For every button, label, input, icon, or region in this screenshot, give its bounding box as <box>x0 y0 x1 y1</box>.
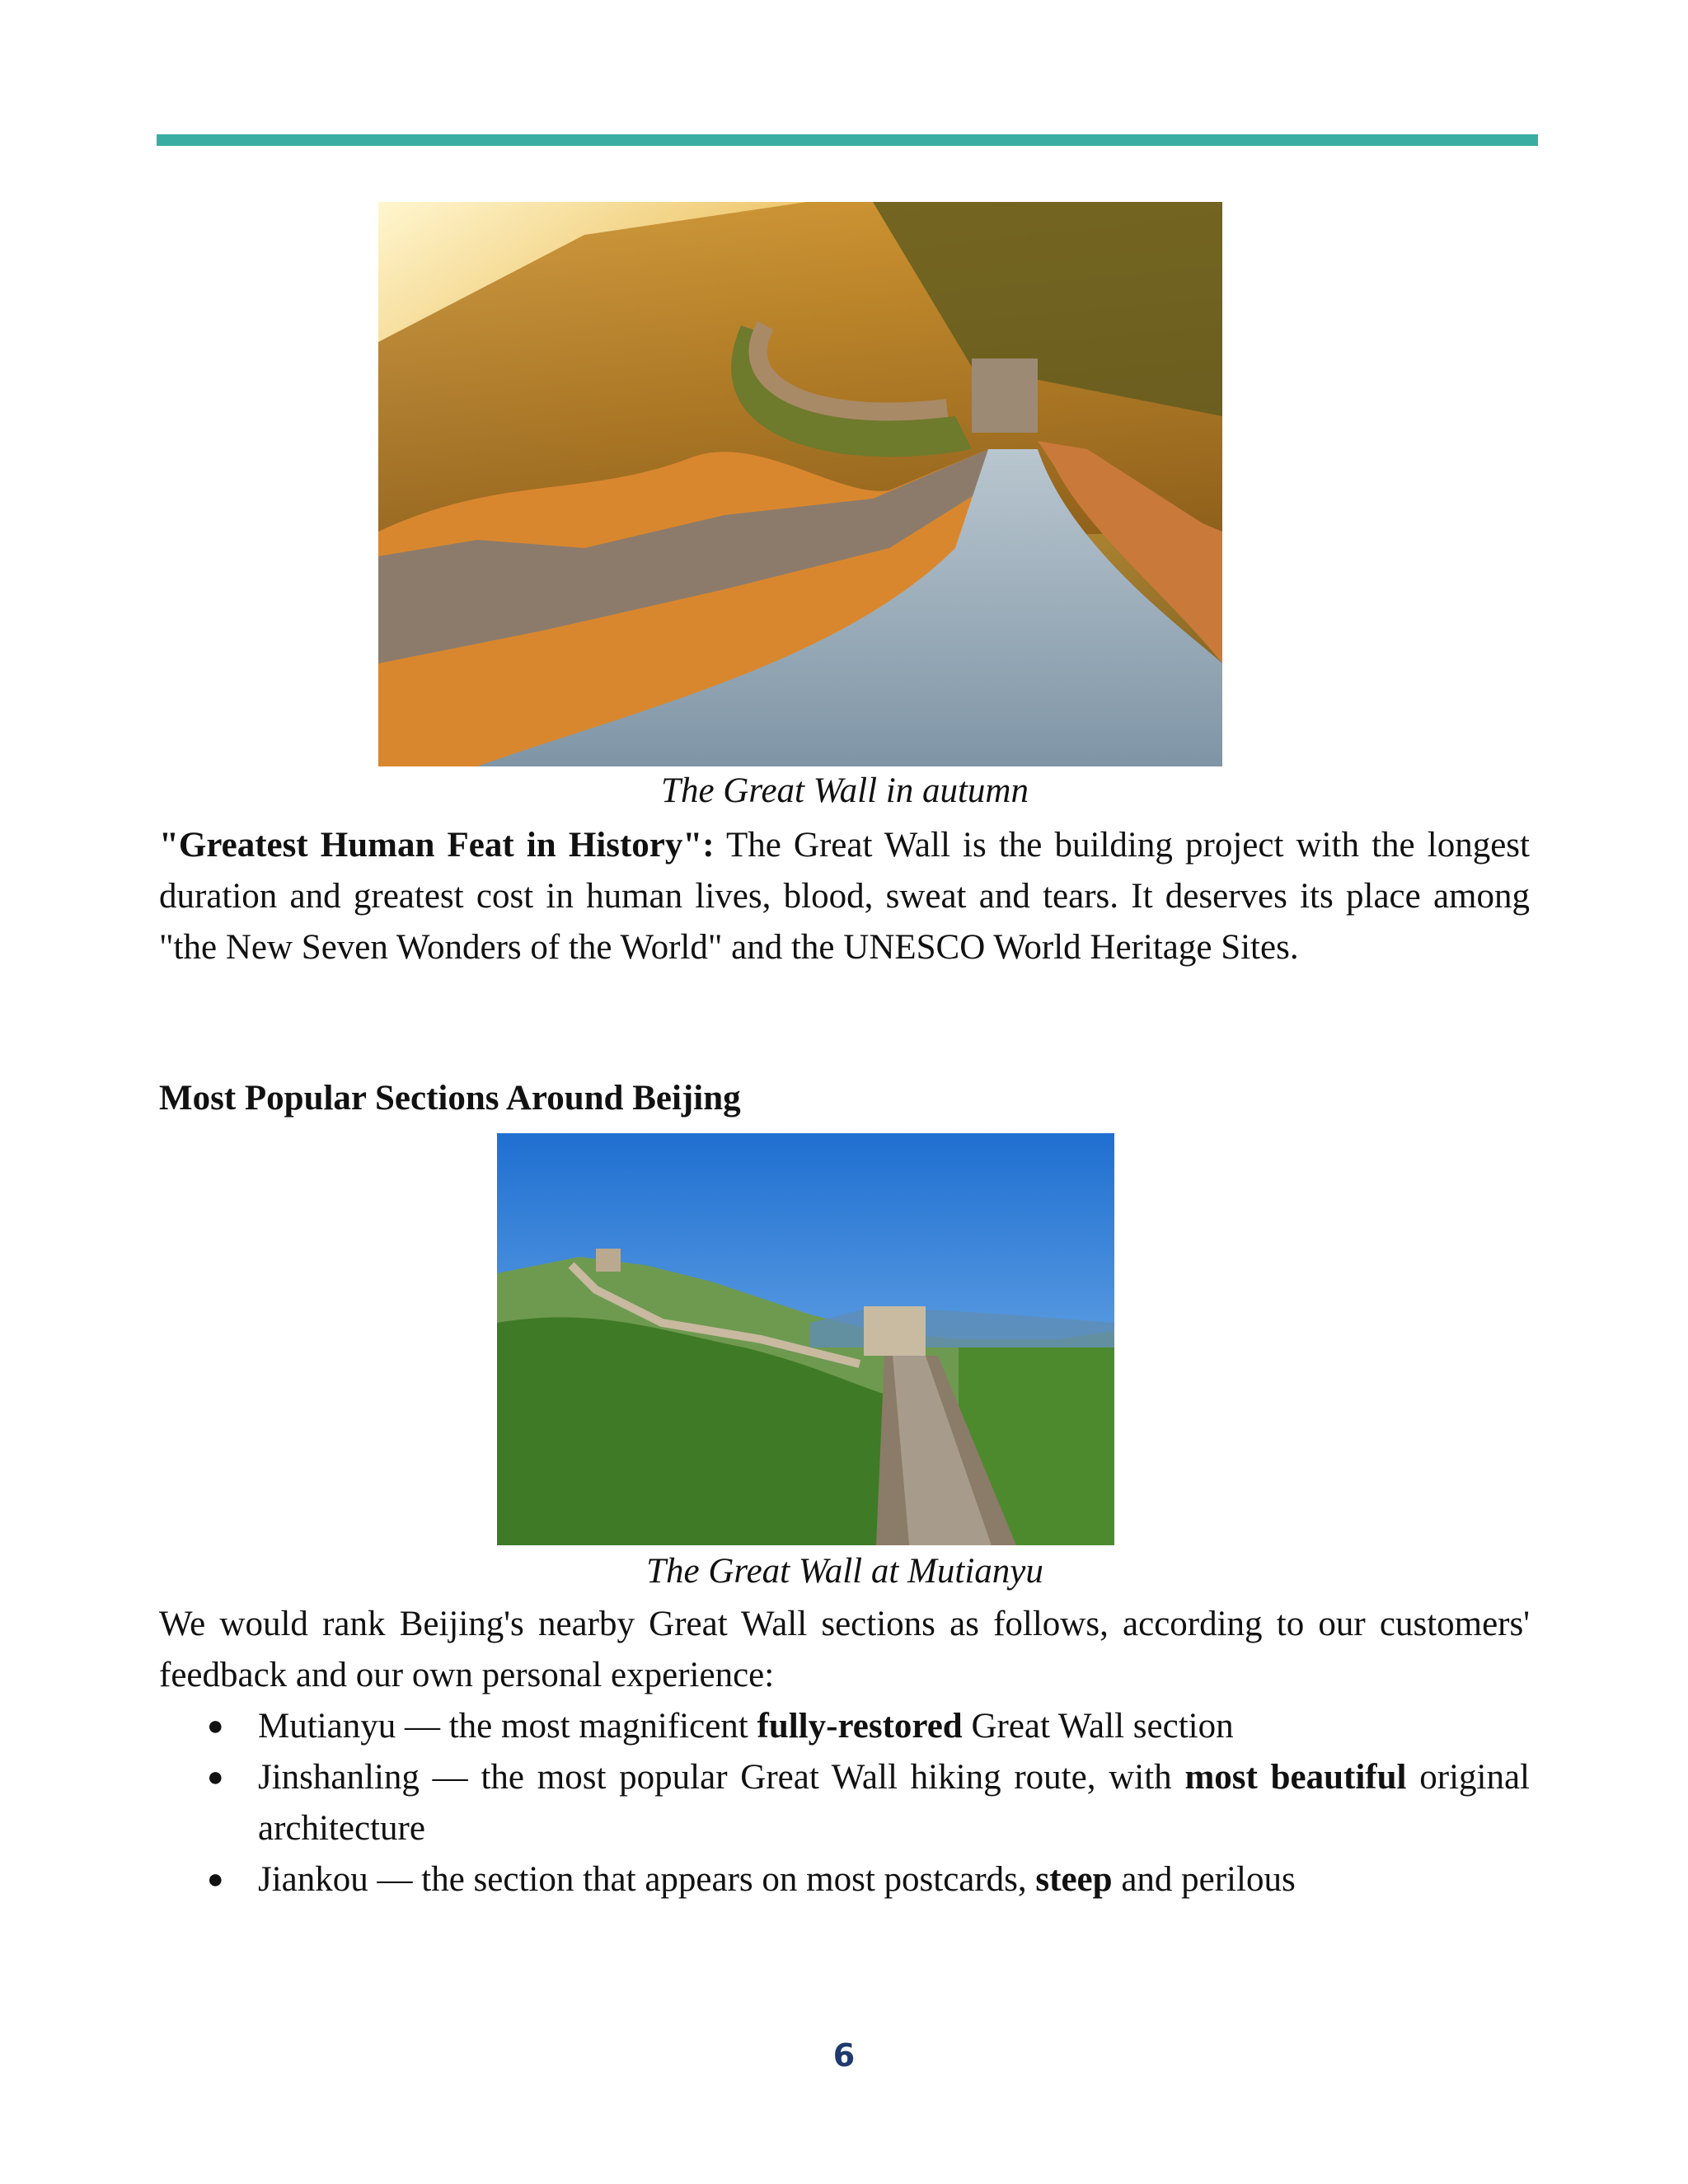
intro-lead: "Greatest Human Feat in History": <box>159 826 715 865</box>
list-item: ● Mutianyu — the most magnificent fully-restored Great Wall section <box>159 1701 1530 1752</box>
list-item: ● Jiankou — the section that appears on most postcards, steep and perilous <box>159 1854 1530 1905</box>
bullet-icon: ● <box>207 1864 224 1895</box>
great-wall-mutianyu-photo <box>497 1133 1114 1545</box>
ranking-intro-paragraph: We would rank Beijing's nearby Great Wall sections as follows, according to our customers' feedback and our own personal experience: <box>159 1605 1530 1694</box>
header-accent-rule <box>157 134 1538 146</box>
intro-paragraph <box>159 820 1530 973</box>
figure-caption: The Great Wall in autumn <box>661 771 1029 810</box>
section-heading: Most Popular Sections Around Beijing <box>159 1079 741 1118</box>
bullet-icon: ● <box>207 1711 224 1741</box>
list-item: ● Jinshanling — the most popular Great Wall hiking route, with most beautiful original architecture <box>159 1752 1530 1854</box>
page-number: 6 <box>832 2037 856 2074</box>
ranking-list <box>159 1701 1530 1905</box>
great-wall-autumn-photo <box>378 202 1222 766</box>
intro-text: The Great Wall is the building project with the longest duration and greatest cost in human lives, blood, sweat and tears. It deserves its place among "the New Seven Wonders of the World" and the UNESCO World Heritage Sites. <box>159 826 1530 967</box>
figure-caption: The Great Wall at Mutianyu <box>646 1552 1043 1591</box>
bullet-icon: ● <box>207 1762 224 1793</box>
